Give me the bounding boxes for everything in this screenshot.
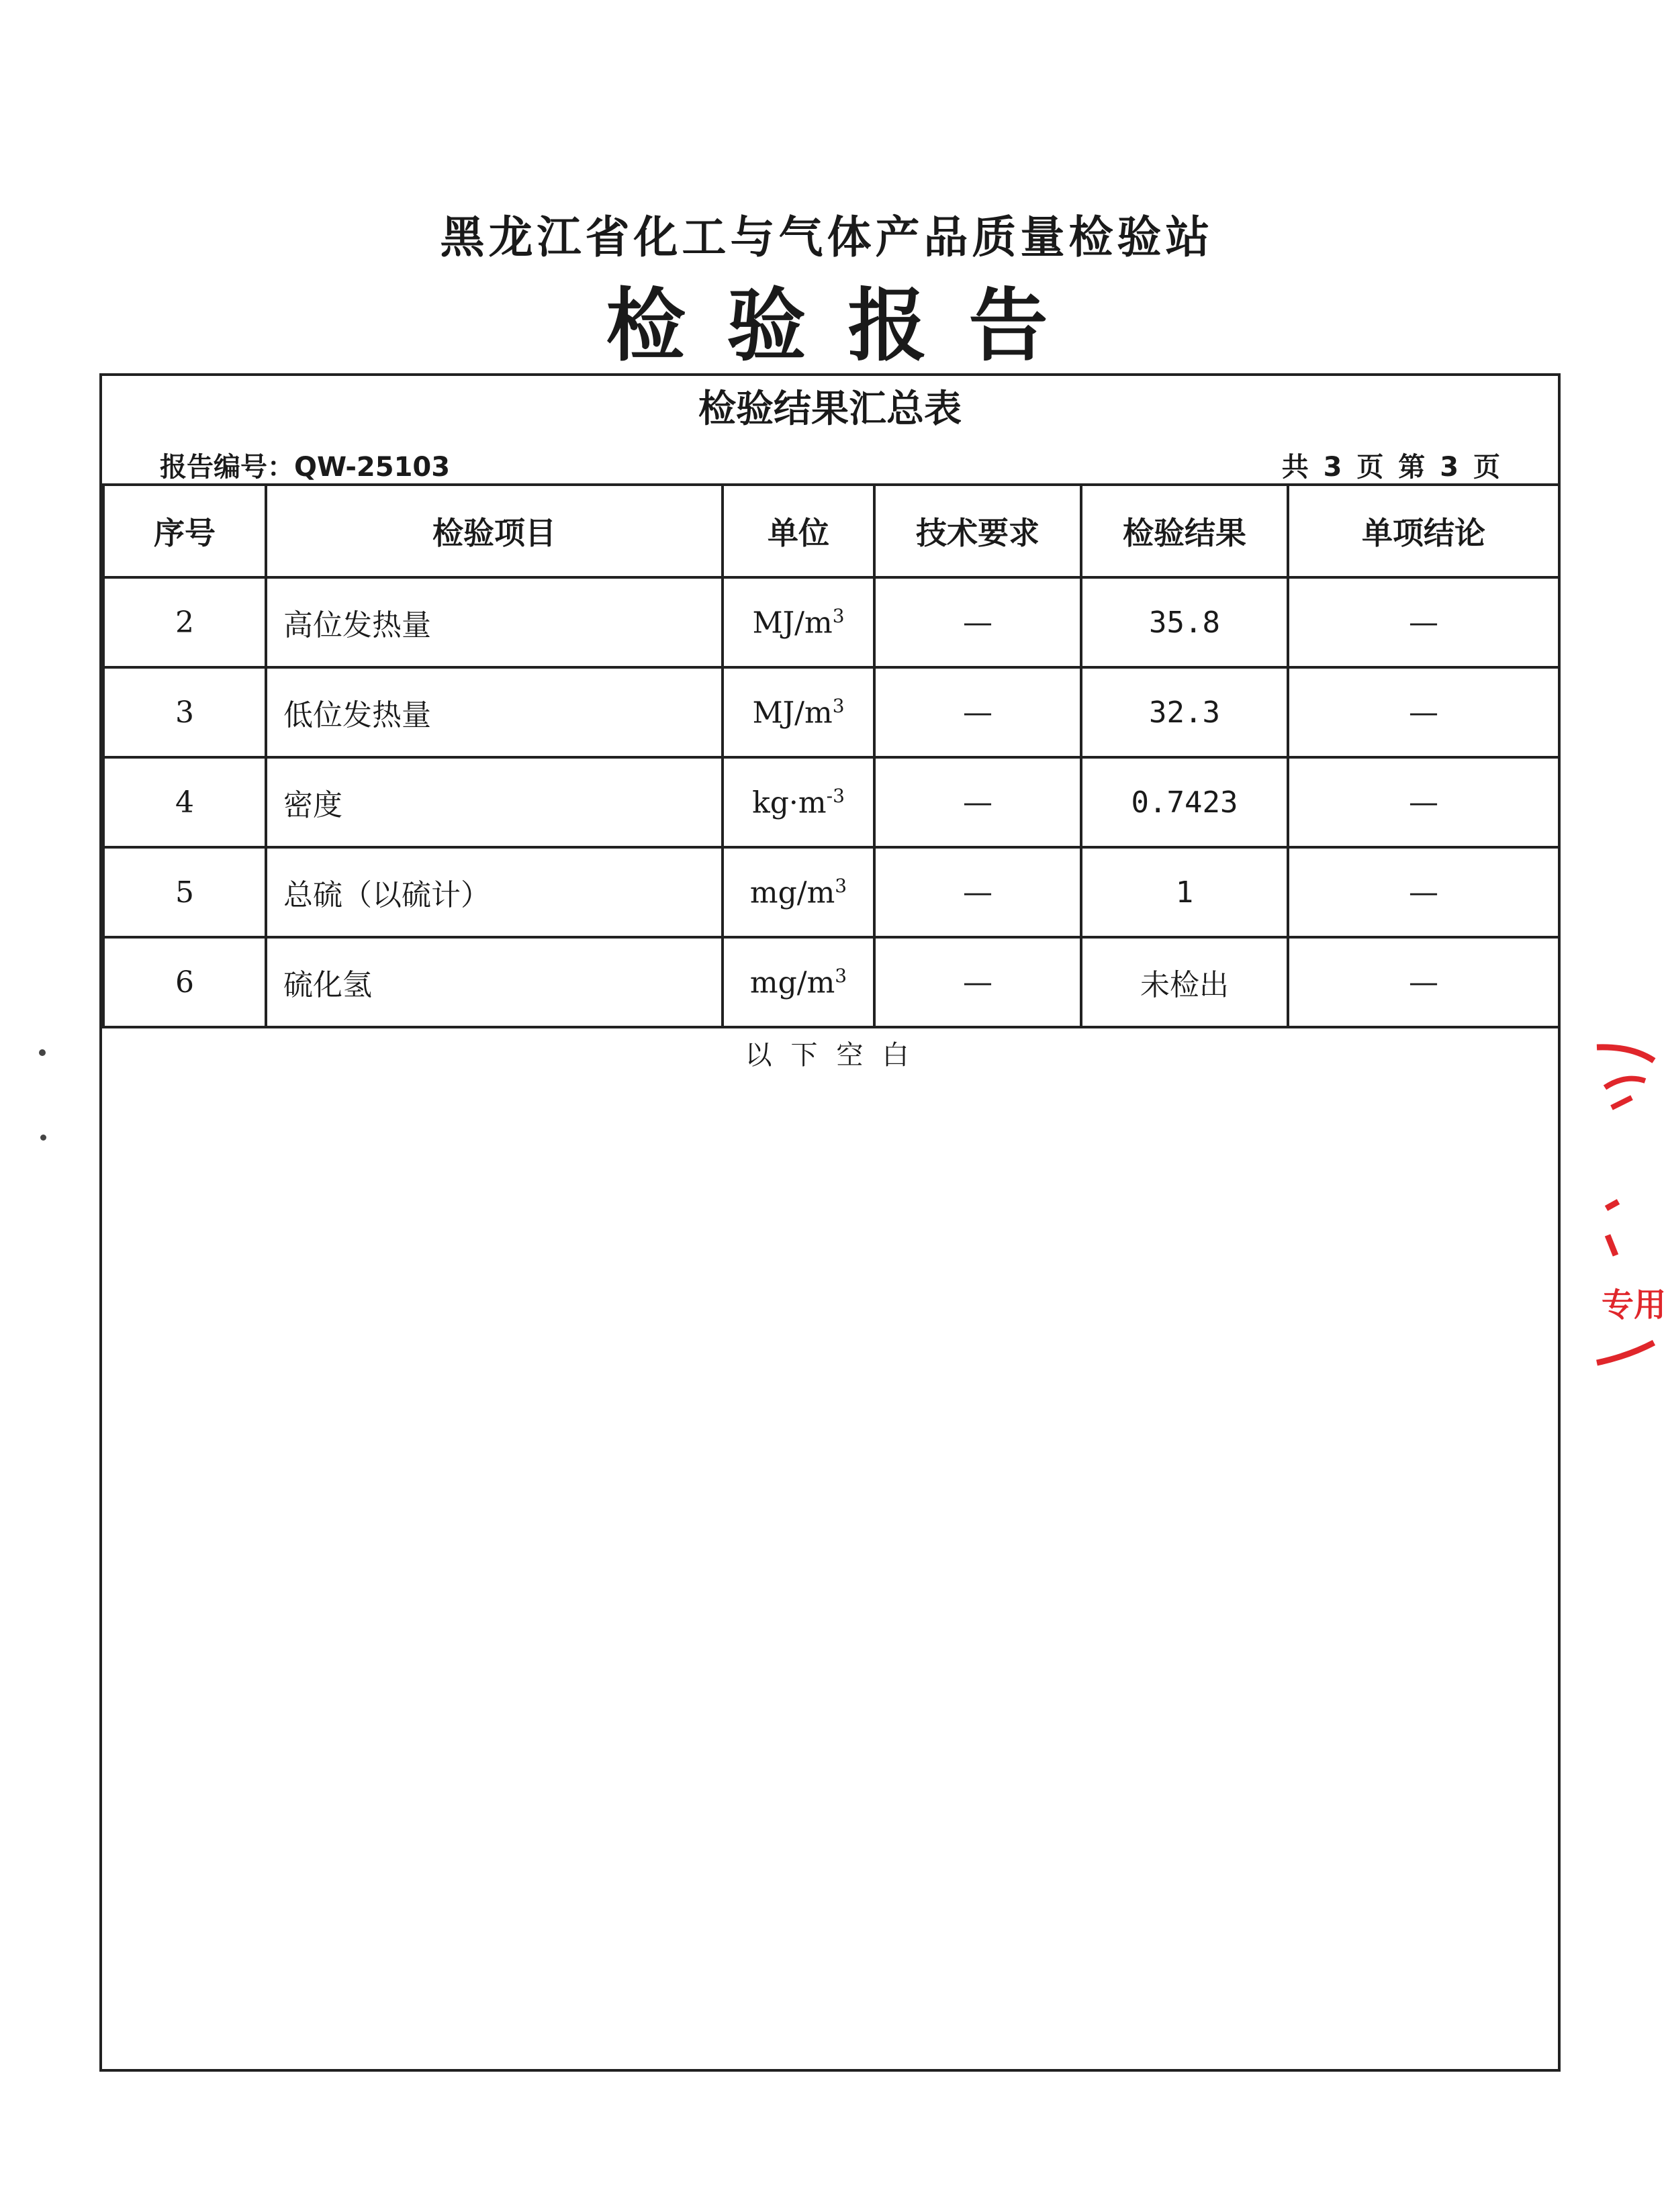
row-result: 32.3: [1081, 667, 1288, 757]
results-table: [102, 483, 1561, 1028]
row-conclusion: —: [1288, 667, 1559, 757]
row-requirement: —: [874, 667, 1081, 757]
row-item: 总硫（以硫计）: [266, 847, 723, 937]
row-no: 6: [103, 937, 266, 1027]
scan-speck: [40, 1135, 46, 1141]
row-result: 未检出: [1081, 937, 1288, 1027]
row-conclusion: —: [1288, 577, 1559, 667]
unit-base: MJ/m: [752, 606, 833, 640]
col-header-unit: 单位: [723, 485, 874, 577]
row-conclusion: —: [1288, 937, 1559, 1027]
report-number: 报告编号：QW-25103: [160, 452, 451, 483]
page-info: 共 3 页 第 3 页: [1281, 452, 1503, 483]
unit-exponent: 3: [835, 874, 847, 897]
unit-base: mg/m: [749, 965, 835, 1000]
row-no: 2: [103, 577, 266, 667]
table-row: [103, 847, 1559, 937]
unit-base: MJ/m: [752, 695, 833, 730]
seal-partial-text: 专用: [1602, 1286, 1666, 1324]
row-result: 0.7423: [1081, 757, 1288, 847]
col-header-conclusion: 单项结论: [1288, 485, 1559, 577]
row-unit: [723, 667, 874, 757]
col-header-requirement: 技术要求: [874, 485, 1081, 577]
row-no: 3: [103, 667, 266, 757]
table-row: [103, 667, 1559, 757]
col-header-no: 序号: [103, 485, 266, 577]
row-requirement: —: [874, 847, 1081, 937]
table-row: [103, 757, 1559, 847]
report-meta: [160, 446, 1503, 486]
unit-base: kg·m: [752, 785, 827, 820]
row-no: 4: [103, 757, 266, 847]
unit-base: mg/m: [749, 875, 835, 910]
table-row: [103, 937, 1559, 1027]
unit-exponent: 3: [832, 694, 845, 717]
scan-speck: [39, 1049, 46, 1056]
row-requirement: —: [874, 577, 1081, 667]
row-item: 低位发热量: [266, 667, 723, 757]
unit-exponent: -3: [826, 784, 845, 807]
end-of-table-note: 以下空白: [745, 1040, 928, 1071]
row-conclusion: —: [1288, 847, 1559, 937]
table-row: [103, 577, 1559, 667]
row-result: 1: [1081, 847, 1288, 937]
row-unit: [723, 847, 874, 937]
table-header-row: [103, 485, 1559, 577]
row-unit: [723, 937, 874, 1027]
row-result: 35.8: [1081, 577, 1288, 667]
organization-name: 黑龙江省化工与气体产品质量检验站: [440, 211, 1214, 263]
unit-exponent: 3: [832, 604, 845, 627]
row-item: 硫化氢: [266, 937, 723, 1027]
row-unit: [723, 577, 874, 667]
unit-exponent: 3: [835, 964, 847, 987]
row-requirement: —: [874, 937, 1081, 1027]
row-conclusion: —: [1288, 757, 1559, 847]
document-title: 检验报告: [606, 279, 1090, 372]
row-unit: [723, 757, 874, 847]
row-requirement: —: [874, 757, 1081, 847]
row-no: 5: [103, 847, 266, 937]
col-header-result: 检验结果: [1081, 485, 1288, 577]
col-header-item: 检验项目: [266, 485, 723, 577]
row-item: 密度: [266, 757, 723, 847]
table-title: 检验结果汇总表: [698, 387, 962, 431]
row-item: 高位发热量: [266, 577, 723, 667]
